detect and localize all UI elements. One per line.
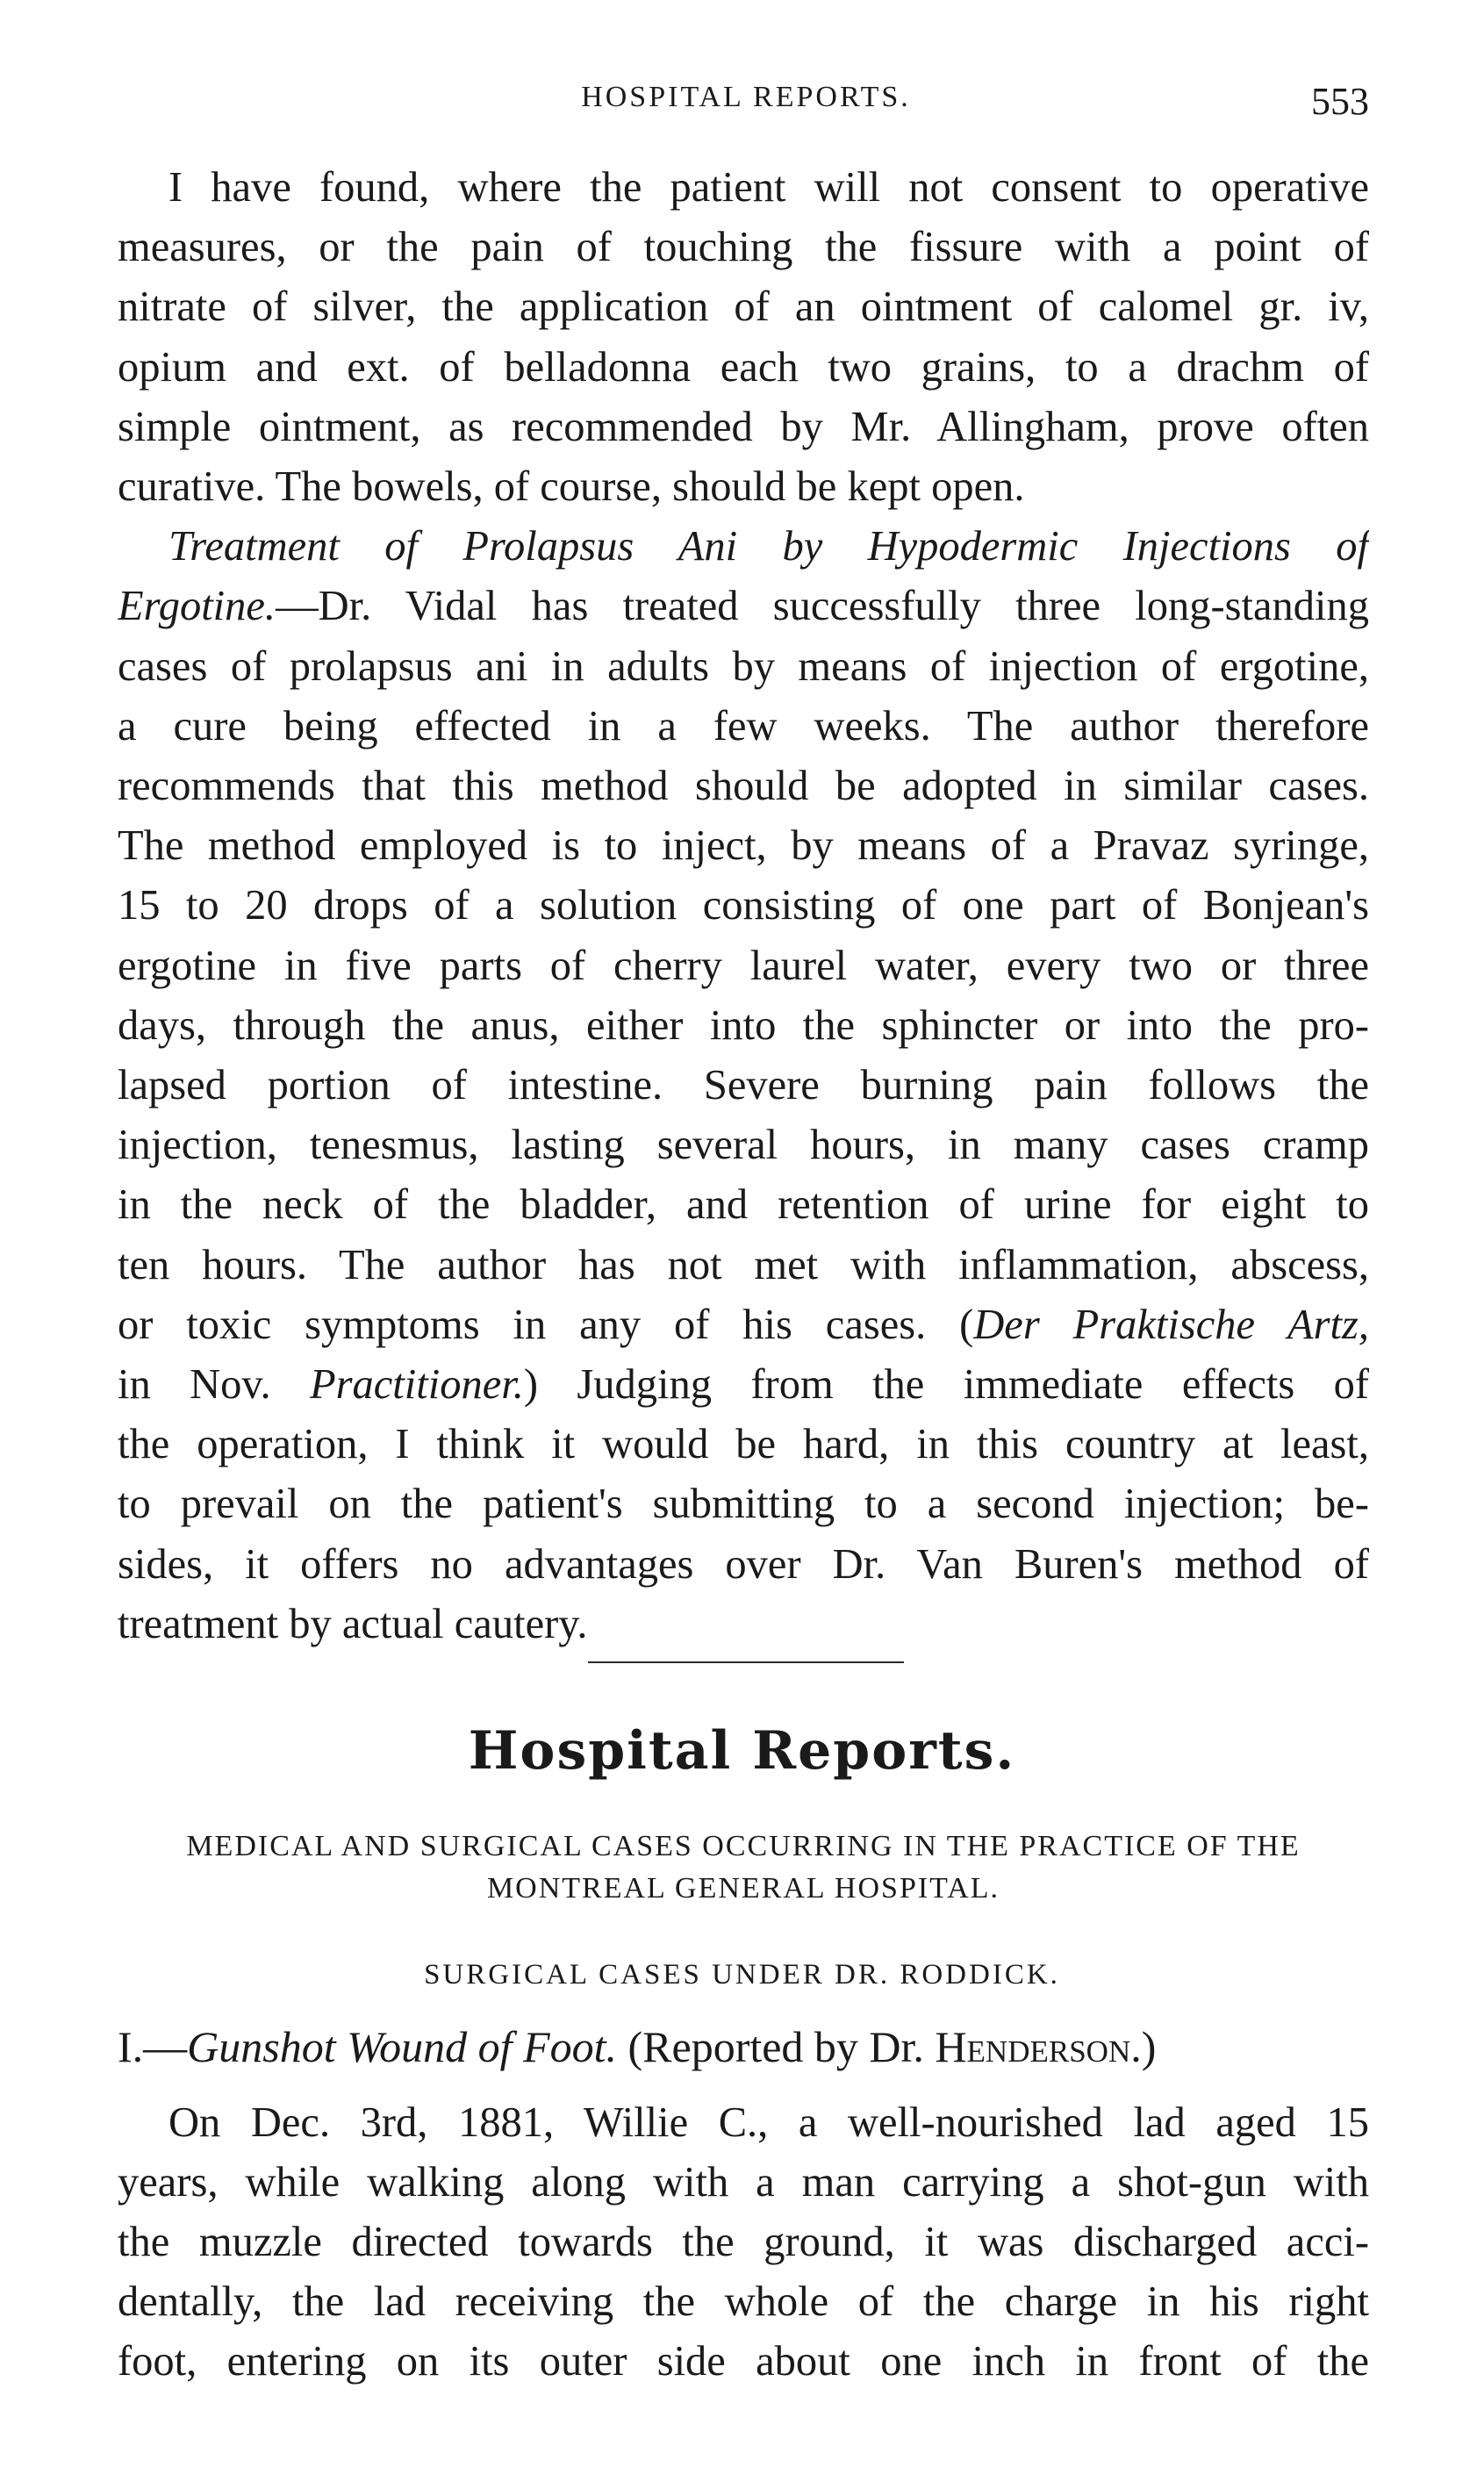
text-line: On Dec. 3rd, 1881, Willie C., a well-nourished lad aged 15 bbox=[168, 2099, 1369, 2146]
citation-italic: Practitioner. bbox=[310, 1361, 524, 1409]
text-line bbox=[118, 577, 1369, 636]
subtitle-line: MEDICAL AND SURGICAL CASES OCCURRING IN THE PRACTICE OF THE bbox=[186, 1830, 1301, 1862]
text-line: cases of prolapsus ani in adults by means of injection of ergotine, bbox=[118, 642, 1369, 690]
case-title-italic: Gunshot Wound of Foot. bbox=[187, 2022, 617, 2071]
paragraph-title-italic: Treatment of Prolapsus Ani by Hypodermic Injections of bbox=[168, 523, 1369, 570]
running-title: HOSPITAL REPORTS. bbox=[581, 81, 911, 113]
case-number: I.— bbox=[118, 2022, 188, 2071]
case-paragraph bbox=[118, 2093, 1369, 2392]
text-line: to prevail on the patient's submitting to a second injection; be- bbox=[118, 1481, 1369, 1528]
section-title: Hospital Reports. bbox=[468, 1720, 1016, 1782]
text-fragment: or toxic symptoms in any of his cases. ( bbox=[118, 1301, 974, 1348]
case-group-header: SURGICAL CASES UNDER DR. RODDICK. bbox=[424, 1959, 1060, 1991]
text-fragment: .) bbox=[1130, 2022, 1157, 2071]
text-line bbox=[118, 1355, 1369, 1415]
text-line: dentally, the lad receiving the whole of the charge in his right bbox=[118, 2278, 1369, 2325]
text-line: opium and ext. of belladonna each two grains, to a drachm of bbox=[118, 343, 1369, 391]
text-line: the muzzle directed towards the ground, it was discharged acci- bbox=[118, 2219, 1369, 2265]
subtitle-line: MONTREAL GENERAL HOSPITAL. bbox=[486, 1872, 1000, 1905]
text-line: sides, it offers no advantages over Dr. Van Buren's method of bbox=[118, 1540, 1369, 1588]
text-line: treatment by actual cautery. bbox=[118, 1600, 588, 1647]
text-line: foot, entering on its outer side about one inch in front of the bbox=[118, 2338, 1369, 2385]
paragraph-prolapsus-treatment bbox=[118, 517, 1369, 1654]
text-line: recommends that this method should be adopted in similar cases. bbox=[118, 763, 1369, 810]
text-line: I have found, where the patient will not consent to operative bbox=[168, 164, 1369, 211]
page-number: 553 bbox=[1311, 80, 1369, 123]
section-subtitle bbox=[118, 1826, 1369, 1910]
case-body bbox=[118, 2093, 1369, 2392]
text-line: 15 to 20 drops of a solution consisting of one part of Bonjean's bbox=[118, 882, 1369, 929]
text-line: simple ointment, as recommended by Mr. Allingham, prove often bbox=[118, 403, 1369, 450]
text-line: injection, tenesmus, lasting several hours, in many cases cramp bbox=[118, 1122, 1369, 1169]
text-line: The method employed is to inject, by means of a Pravaz syringe, bbox=[118, 822, 1369, 870]
text-line: measures, or the pain of touching the fissure with a point of bbox=[118, 224, 1369, 271]
citation-italic: Der Praktische Artz, bbox=[973, 1301, 1369, 1348]
section-divider bbox=[588, 1661, 904, 1663]
body-text bbox=[118, 158, 1369, 1654]
text-line: nitrate of silver, the application of an ointment of calomel gr. iv, bbox=[118, 283, 1369, 331]
text-fragment: in Nov. bbox=[118, 1361, 311, 1409]
running-head bbox=[123, 81, 1369, 133]
text-line: ten hours. The author has not met with inflammation, abscess, bbox=[118, 1241, 1369, 1288]
text-line: the operation, I think it would be hard, in this country at least, bbox=[118, 1421, 1369, 1468]
paragraph-title-line bbox=[118, 517, 1369, 577]
text-line bbox=[118, 1295, 1369, 1355]
case-title bbox=[118, 2017, 1369, 2077]
text-line: a cure being effected in a few weeks. The author therefore bbox=[118, 702, 1369, 750]
text-line: years, while walking along with a man carrying a shot-gun with bbox=[118, 2159, 1369, 2206]
text-fragment: (Reported by Dr. bbox=[617, 2022, 936, 2071]
text-line: curative. The bowels, of course, should be kept open. bbox=[118, 463, 1025, 511]
reporter-name: Henderson bbox=[935, 2022, 1131, 2071]
text-line: days, through the anus, either into the sphincter or into the pro- bbox=[118, 1001, 1369, 1049]
text-fragment: —Dr. Vidal has treated successfully three long-standing bbox=[276, 583, 1369, 630]
paragraph-title-italic-end: Ergotine. bbox=[118, 583, 276, 630]
text-fragment: ) Judging from the immediate effects of bbox=[523, 1361, 1369, 1409]
text-line: ergotine in five parts of cherry laurel water, every two or three bbox=[118, 942, 1369, 989]
text-line: lapsed portion of intestine. Severe burning pain follows the bbox=[118, 1062, 1369, 1109]
text-line: in the neck of the bladder, and retention of urine for eight to bbox=[118, 1181, 1369, 1229]
paragraph-fissure-treatment bbox=[118, 158, 1369, 517]
